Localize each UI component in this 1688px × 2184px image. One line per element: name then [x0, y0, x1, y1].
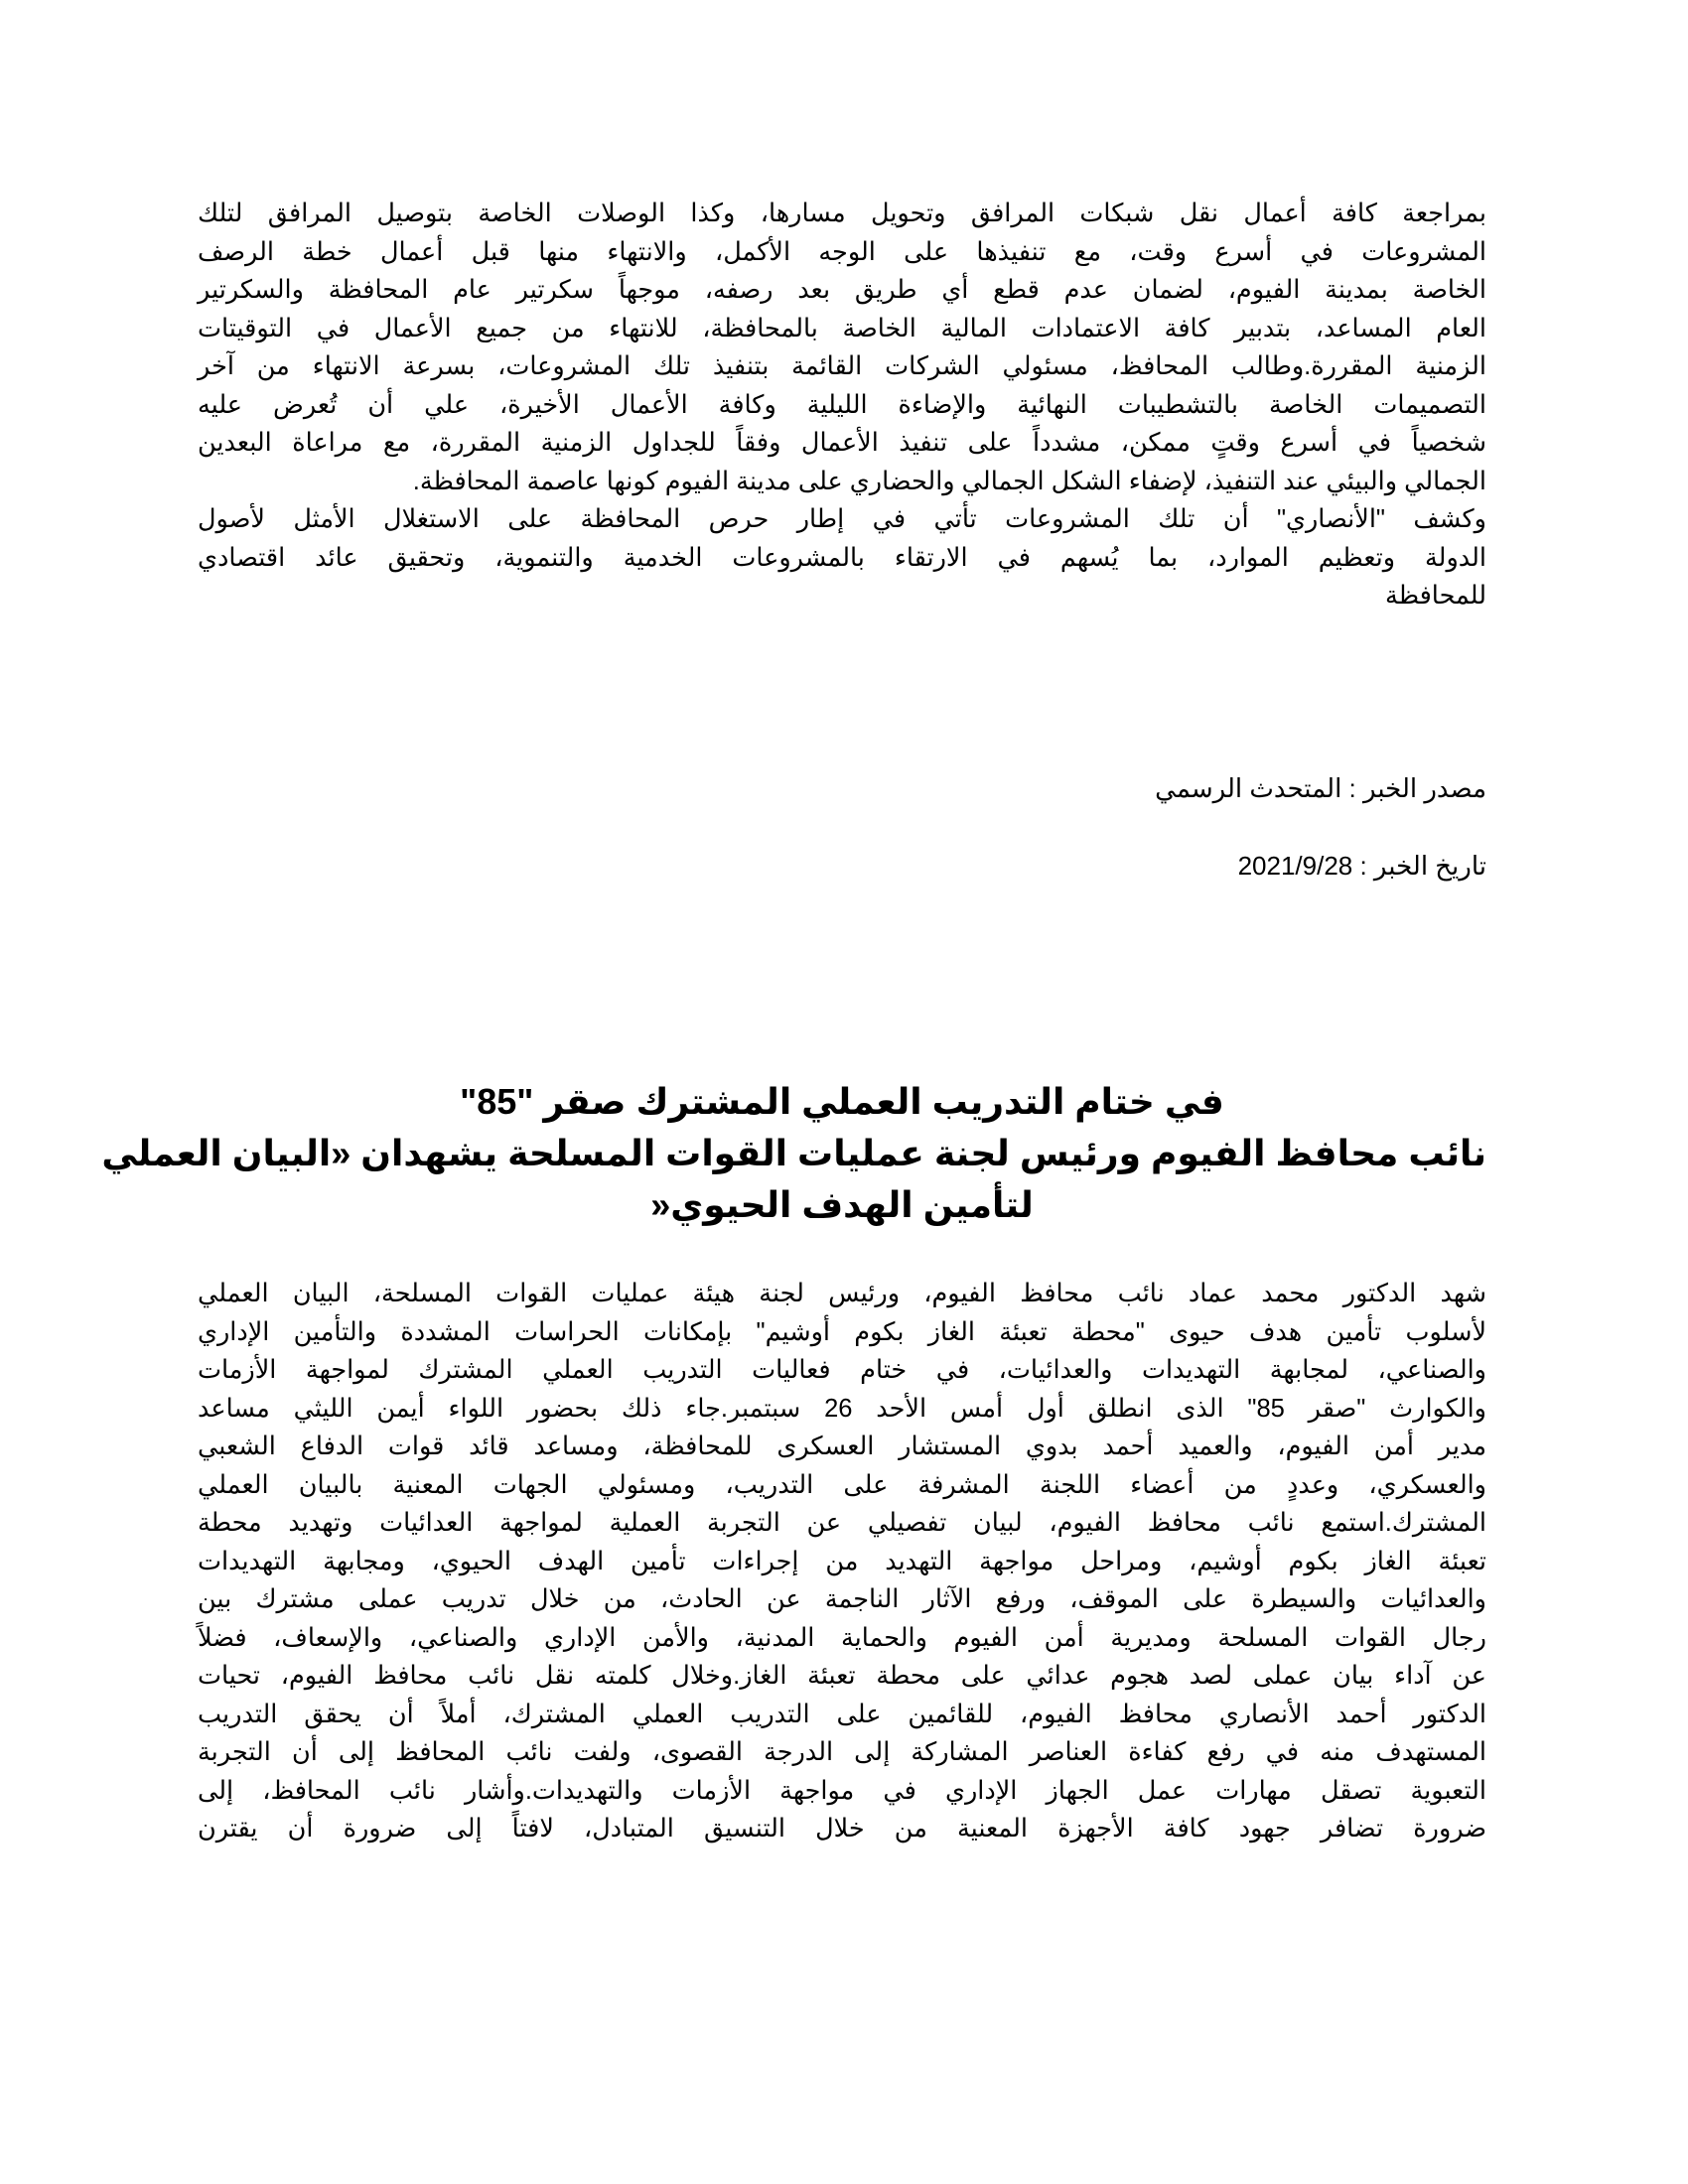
- paragraph-line: ضرورة تضافر جهود كافة الأجهزة المعنية من خلال التنسيق المتبادل، لافتاً إلى ضرورة أن يقترن: [198, 1815, 1486, 1843]
- paragraph-line: الدولة وتعظيم الموارد، بما يُسهم في الارتقاء بالمشروعات الخدمية والتنموية، وتحقيق عائد اقتصادي: [198, 543, 1486, 572]
- paragraph-line: الجمالي والبيئي عند التنفيذ، لإضفاء الشكل الجمالي والحضاري على مدينة الفيوم كونها عاصمة المحافظة.: [412, 467, 1486, 495]
- paragraph-line: الخاصة بمدينة الفيوم، لضمان عدم قطع أي طريق بعد رصفه، موجهاً سكرتير عام المحافظة والسكرتير: [198, 276, 1486, 304]
- news-date: تاريخ الخبر : 2021/9/28: [1237, 851, 1486, 881]
- title-line-3: لتأمين الهدف الحيوي«: [650, 1184, 1034, 1225]
- title-line-2: نائب محافظ الفيوم ورئيس لجنة عمليات القوات المسلحة يشهدان «البيان العملي: [101, 1133, 1486, 1173]
- paragraph-projects-followup: [198, 195, 1486, 615]
- paragraph-line: المشترك.استمع نائب محافظ الفيوم، لبيان تفصيلي عن التجربة العملية لمواجهة العدائيات وتهديد محطة: [198, 1509, 1486, 1537]
- paragraph-line: والعدائيات والسيطرة على الموقف، ورفع الآثار الناجمة عن الحادث، من خلال تدريب عملى مشترك بين: [198, 1585, 1486, 1613]
- paragraph-line: رجال القوات المسلحة ومديرية أمن الفيوم والحماية المدنية، والأمن الإداري والصناعي، والإسعاف، فضلاً: [198, 1623, 1486, 1652]
- paragraph-line: شهد الدكتور محمد عماد نائب محافظ الفيوم، ورئيس لجنة هيئة عمليات القوات المسلحة، البيان العملي: [198, 1280, 1486, 1307]
- paragraph-line: للمحافظة: [1385, 582, 1486, 610]
- paragraph-line: المشروعات في أسرع وقت، مع تنفيذها على الوجه الأكمل، والانتهاء منها قبل أعمال خطة الرصف: [198, 237, 1486, 266]
- paragraph-line: لأسلوب تأمين هدف حيوى "محطة تعبئة الغاز بكوم أوشيم" بإمكانات الحراسات المشددة والتأمين الإداري: [198, 1317, 1486, 1346]
- title-line-1: في ختام التدريب العملي المشترك صقر "85": [460, 1081, 1224, 1122]
- paragraph-line: التعبوية تصقل مهارات عمل الجهاز الإداري في مواجهة الأزمات والتهديدات.وأشار نائب المحافظ، إلى: [198, 1776, 1486, 1805]
- paragraph-line: شخصياً في أسرع وقتٍ ممكن، مشدداً على تنفيذ الأعمال وفقاً للجداول الزمنية المقررة، مع مراعاة البعدين: [198, 429, 1486, 457]
- paragraph-line: عن آداء بيان عملى لصد هجوم عدائي على محطة تعبئة الغاز.وخلال كلمته نقل نائب محافظ الفيوم، تحيات: [198, 1662, 1486, 1690]
- paragraph-line: التصميمات الخاصة بالتشطيبات النهائية والإضاءة الليلية وكافة الأعمال الأخيرة، علي أن تُعرض عليه: [198, 390, 1486, 419]
- paragraph-line: مدير أمن الفيوم، والعميد أحمد بدوي المستشار العسكرى للمحافظة، ومساعد قائد قوات الدفاع الشعبي: [198, 1433, 1486, 1460]
- paragraph-line: الزمنية المقررة.وطالب المحافظ، مسئولي الشركات القائمة بتنفيذ تلك المشروعات، بسرعة الانتهاء من آخر: [198, 352, 1486, 380]
- paragraph-line: والصناعي، لمجابهة التهديدات والعدائيات، في ختام فعاليات التدريب العملي المشترك لمواجهة الأزمات: [198, 1356, 1486, 1384]
- paragraph-line: وكشف "الأنصاري" أن تلك المشروعات تأتي في إطار حرص المحافظة على الاستغلال الأمثل لأصول: [198, 505, 1486, 533]
- article-title: [101, 1076, 1486, 1231]
- paragraph-line: والكوارث "صقر 85" الذى انطلق أول أمس الأحد 26 سبتمبر.جاء ذلك بحضور اللواء أيمن الليثي مساعد: [198, 1394, 1486, 1423]
- paragraph-line: بمراجعة كافة أعمال نقل شبكات المرافق وتحويل مسارها، وكذا الوصلات الخاصة بتوصيل المرافق لتلك: [198, 200, 1486, 227]
- paragraph-line: تعبئة الغاز بكوم أوشيم، ومراحل مواجهة التهديد من إجراءات تأمين الهدف الحيوي، ومجابهة التهديدات: [198, 1547, 1486, 1575]
- paragraph-line: العام المساعد، بتدبير كافة الاعتمادات المالية الخاصة بالمحافظة، للانتهاء من جميع الأعمال في التوقيتات: [198, 314, 1486, 342]
- paragraph-line: المستهدف منه في رفع كفاءة العناصر المشاركة إلى الدرجة القصوى، ولفت نائب المحافظ إلى أن التجربة: [198, 1738, 1486, 1766]
- news-source: مصدر الخبر : المتحدث الرسمي: [1155, 773, 1486, 803]
- paragraph-exercise-report: [198, 1275, 1486, 1848]
- paragraph-line: والعسكري، وعددٍ من أعضاء اللجنة المشرفة على التدريب، ومسئولي الجهات المعنية بالبيان العملي: [198, 1470, 1486, 1499]
- paragraph-line: الدكتور أحمد الأنصاري محافظ الفيوم، للقائمين على التدريب العملي المشترك، أملاً أن يحقق التدريب: [198, 1700, 1486, 1728]
